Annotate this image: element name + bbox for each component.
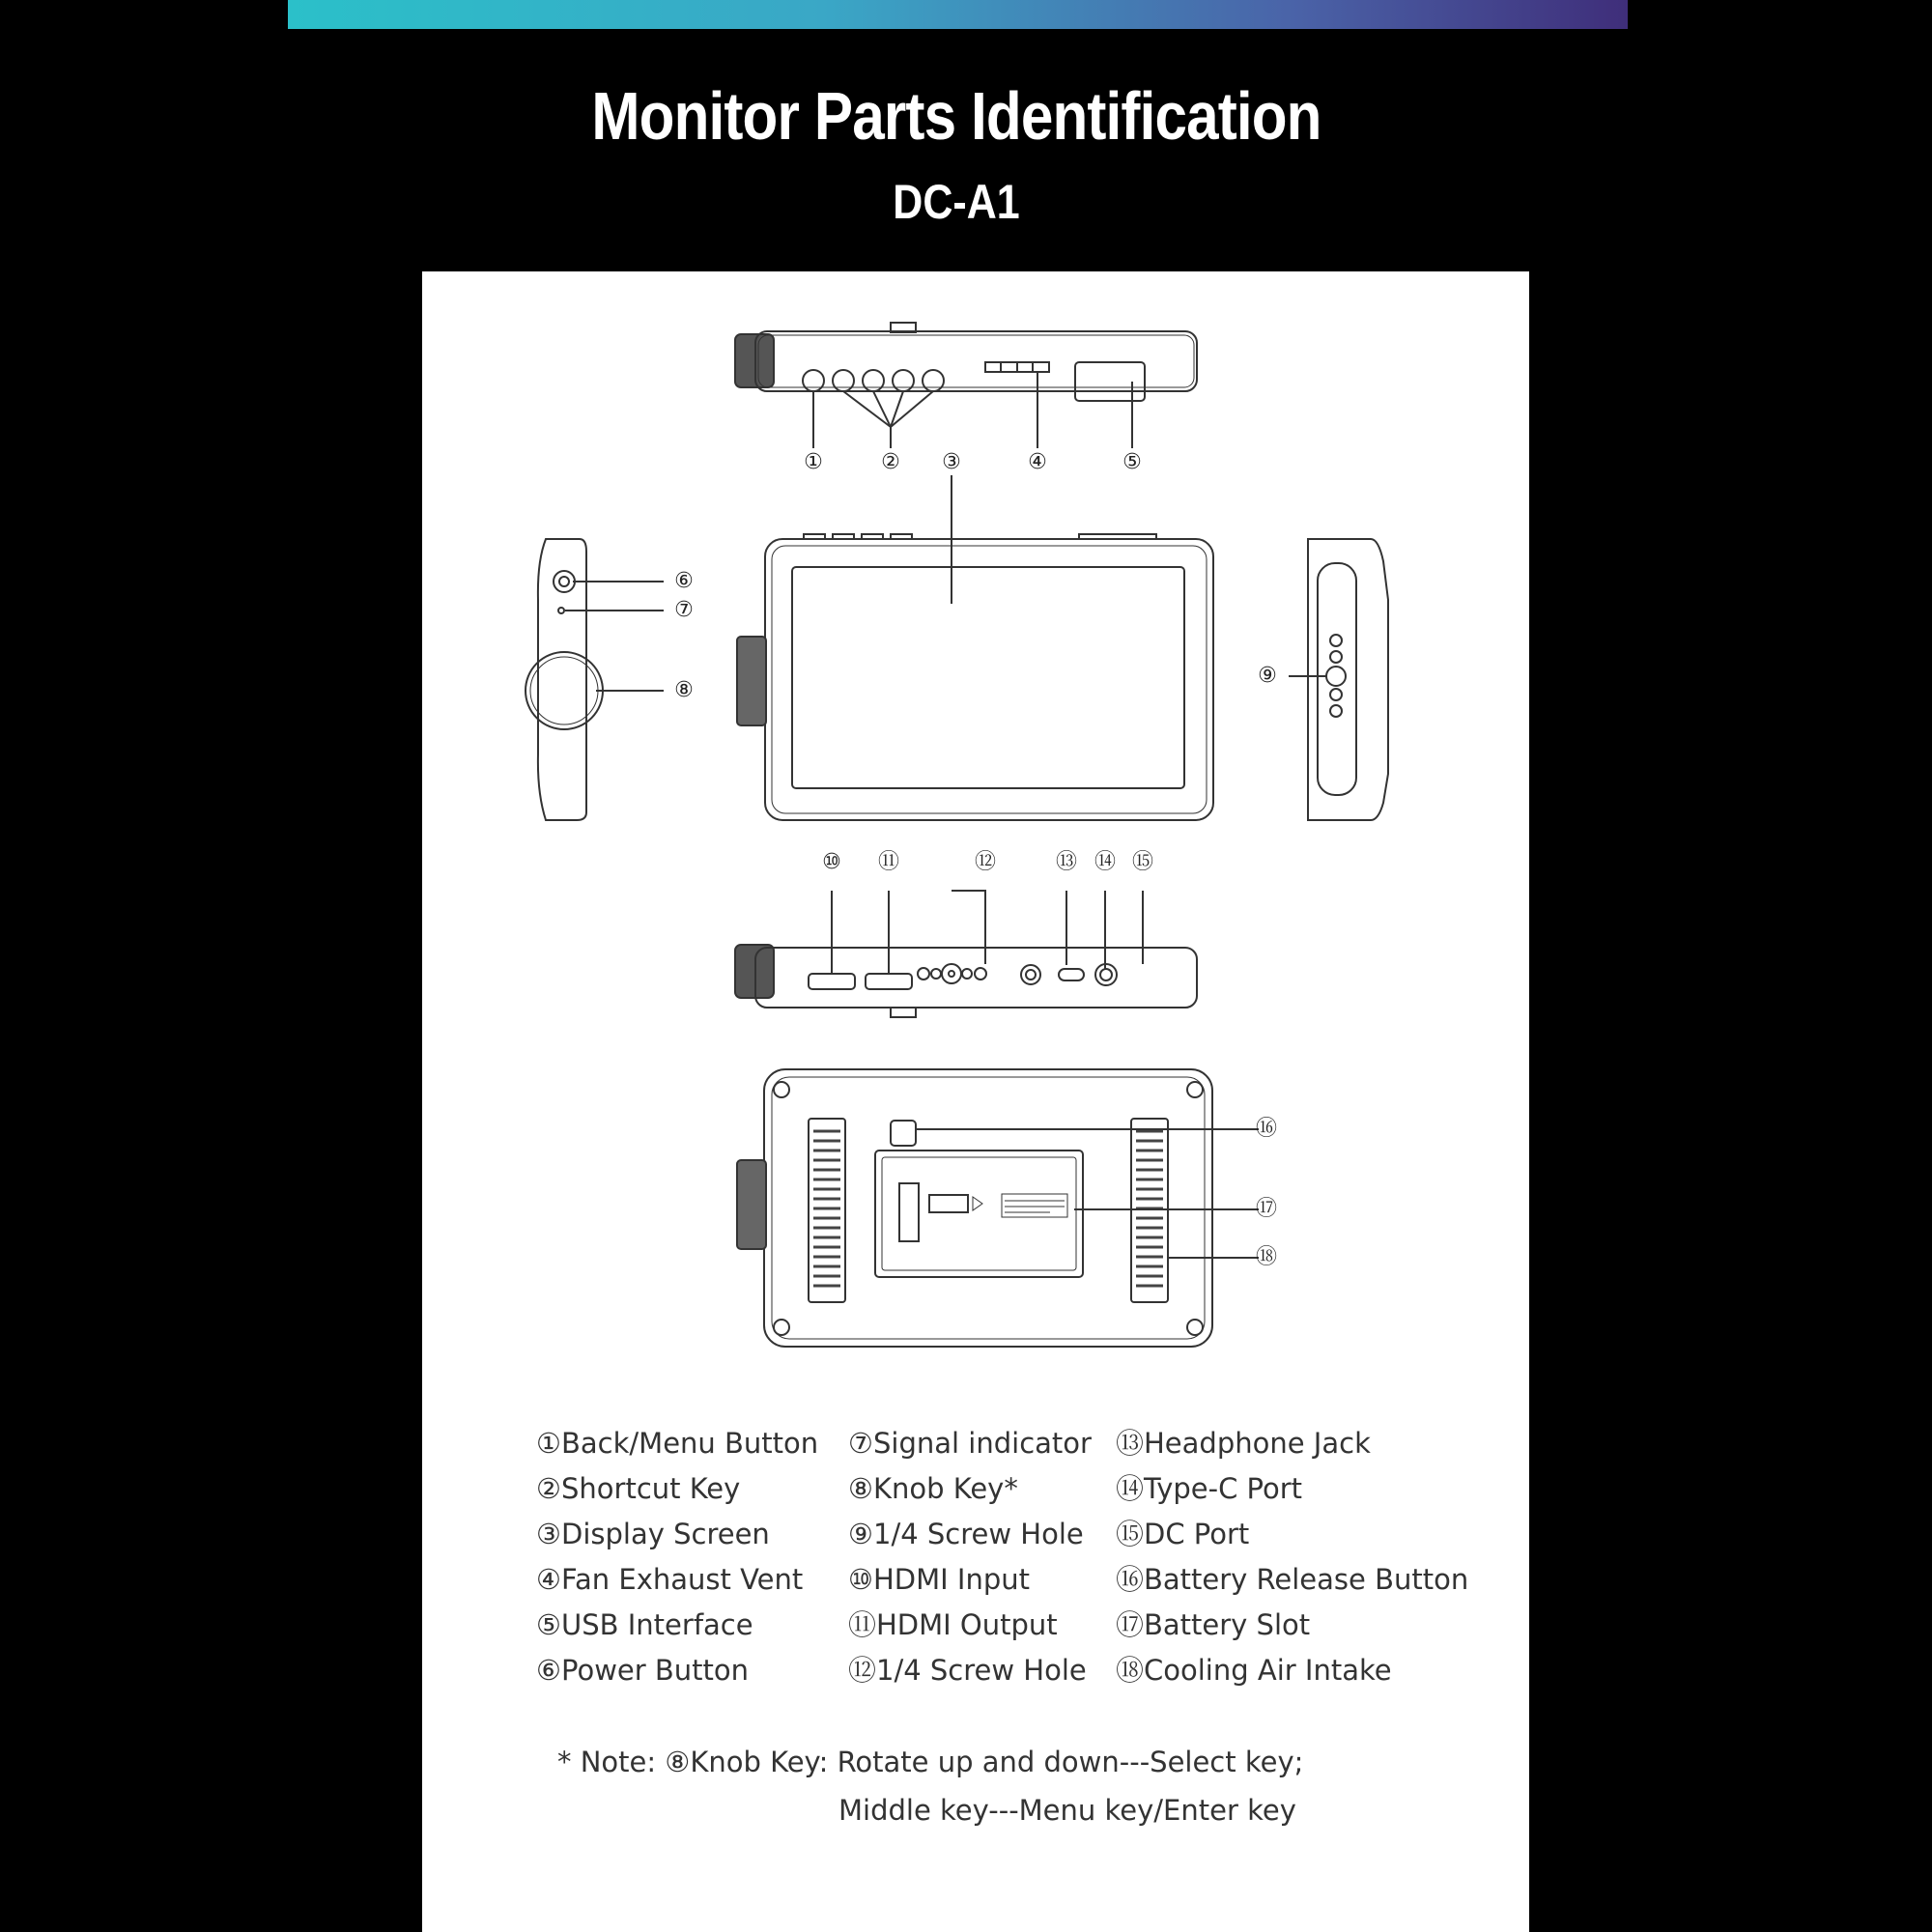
legend-item: ⑰Battery Slot: [1116, 1608, 1311, 1641]
front-view: [737, 475, 1213, 820]
callout-3: ③: [942, 450, 961, 474]
legend-item: ⑱Cooling Air Intake: [1116, 1654, 1392, 1687]
legend-item: ⑯Battery Release Button: [1116, 1563, 1469, 1596]
legend-item: ⑭Type-C Port: [1116, 1472, 1303, 1505]
legend-item: ⑩HDMI Input: [848, 1563, 1031, 1596]
legend-item: ⑧Knob Key*: [848, 1472, 1018, 1505]
legend-item: ⑫1/4 Screw Hole: [848, 1654, 1087, 1687]
top-view: [735, 323, 1197, 448]
legend-item: ⑮DC Port: [1116, 1518, 1250, 1550]
callout-14: ⑭: [1094, 850, 1117, 874]
legend-item: ④Fan Exhaust Vent: [536, 1563, 804, 1596]
callout-1: ①: [804, 450, 823, 474]
callout-10: ⑩: [822, 850, 841, 874]
legend-item: ⑥Power Button: [536, 1654, 750, 1687]
diagram-panel: [422, 271, 1529, 1932]
legend-item: ⑬Headphone Jack: [1116, 1427, 1371, 1460]
legend-item: ⑪HDMI Output: [848, 1608, 1058, 1641]
back-view: [737, 1069, 1259, 1347]
legend-column-3: [1116, 1421, 1468, 1693]
callout-4: ④: [1028, 450, 1047, 474]
callout-18: ⑱: [1255, 1245, 1278, 1269]
note-line-1: * Note: ⑧Knob Key: Rotate up and down---Select key;: [557, 1746, 1304, 1778]
callout-8: ⑧: [674, 678, 694, 702]
legend-item: ⑤USB Interface: [536, 1608, 753, 1641]
legend-column-1: [536, 1421, 818, 1693]
callout-7: ⑦: [674, 598, 694, 622]
bottom-view: [735, 891, 1197, 1017]
callout-12: ⑫: [974, 850, 997, 874]
callout-11: ⑪: [877, 850, 900, 874]
top-accent-bar: [288, 0, 1628, 29]
callout-5: ⑤: [1122, 450, 1142, 474]
legend-item: ⑨1/4 Screw Hole: [848, 1518, 1084, 1550]
left-side-view: [526, 539, 664, 820]
callout-15: ⑮: [1131, 850, 1154, 874]
legend-item: ②Shortcut Key: [536, 1472, 741, 1505]
legend-column-2: [848, 1421, 1092, 1693]
callout-16: ⑯: [1255, 1117, 1278, 1141]
callout-6: ⑥: [674, 569, 694, 593]
page-title: Monitor Parts Identification: [591, 78, 1321, 154]
note-line-2: Middle key---Menu key/Enter key: [838, 1794, 1296, 1827]
callout-13: ⑬: [1055, 850, 1078, 874]
callout-17: ⑰: [1255, 1197, 1278, 1221]
callout-2: ②: [881, 450, 900, 474]
callout-9: ⑨: [1258, 664, 1277, 688]
legend-item: ①Back/Menu Button: [536, 1427, 819, 1460]
legend-item: ③Display Screen: [536, 1518, 770, 1550]
legend-item: ⑦Signal indicator: [848, 1427, 1092, 1460]
right-side-view: [1289, 539, 1388, 820]
model-name: DC-A1: [893, 175, 1020, 229]
